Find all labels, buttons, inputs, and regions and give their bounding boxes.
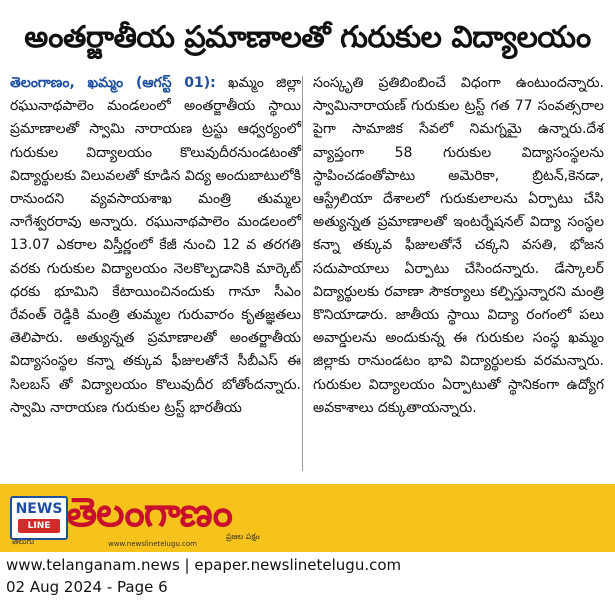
brand-tagline: ప్రజల పక్షం	[226, 532, 260, 541]
source-urls: www.telanganam.news | epaper.newslinetelugu.com	[6, 556, 402, 574]
footer-banner	[0, 484, 615, 609]
logo-news-text: NEWS	[15, 501, 63, 517]
article-column-1	[10, 72, 301, 420]
newsline-logo	[10, 496, 68, 540]
edition-date: 02 Aug 2024 - Page 6	[6, 578, 168, 596]
article-text-col2: సంస్కృతి ప్రతిబింబించే విధంగా ఉంటుందన్నారు. స్వామినారాయణ్ గురుకుల ట్రస్ట్ గత 77 సంవత్సరాల పైగా సామాజిక సేవలో నిమగ్నమై ఉన్నారు.దేశ వ్యాప్తంగా 58 గురుకుల విద్యాసంస్థలను స్థాపించడంతోపాటు అమెరికా, బ్రిటన్,కెనడా, ఆస్ట్రేలియా దేశాలలో గురుకులాలను ఏర్పాటు చేసి అత్యున్నత ప్రమాణాలతో ఇంటర్నేషనల్ విద్యా సంస్థల కన్నా తక్కువ ఫీజులతోనే చక్కని వసతి, భోజన సదుపాయాలు ఏర్పాటు చేసిందన్నారు. డేస్కాలర్ విద్యార్థులకు రవాణా సౌకర్యాలు కల్పిస్తున్నారని మంత్రి కొనియాడారు. జాతీయ స్థాయి విద్యా రంగంలో పలు అవార్డులను అందుకున్న ఈ గురుకుల సంస్థ ఖమ్మం జిల్లాకు రానుండటం భావి విద్యార్థులకు వరమన్నారు. గురుకుల విద్యాలయం ఏర్పాటుతో స్థానికంగా ఉద్యోగ అవకాశాలు దక్కుతాయన్నారు.	[313, 75, 604, 416]
source-strip	[0, 552, 615, 609]
article-column-2	[313, 72, 604, 420]
logo-line-text: LINE	[18, 519, 60, 533]
brand-title: తెలంగాణం	[66, 490, 232, 536]
article-headline: అంతర్జాతీయ ప్రమాణాలతో గురుకుల విద్యాలయం	[24, 20, 591, 55]
brand-url: www.newslinetelugu.com	[108, 540, 197, 548]
article-body	[10, 72, 605, 420]
article-dateline: తెలంగాణం, ఖమ్మం (ఆగస్ట్ 01):	[10, 75, 216, 91]
article-text-col1: ఖమ్మం జిల్లా రఘునాథపాలెం మండలంలో అంతర్జాతీయ స్థాయి ప్రమాణాలతో స్వామి నారాయణ ట్రస్టు ఆధ్వర్యంలో గురుకుల విద్యాలయం కొలువుదీరనుండటంతో విద్యార్థులకు విలువలతో కూడిన విద్య అందుబాటులోకి రానుందని వ్యవసాయశాఖ మంత్రి తుమ్మల నాగేశ్వరరావు అన్నారు. రఘునాథపాలెం మండలంలో 13.07 ఎకరాల విస్తీర్ణంలో కేజీ నుంచి 12 వ తరగతి వరకు గురుకుల విద్యాలయం నెలకొల్పడానికి మార్కెట్ ధరకు భూమిని కేటాయించినందుకు గానూ సీఎం రేవంత్ రెడ్డికి మంత్రి తుమ్మల గురువారం కృతజ్ఞతలు తెలిపారు. అత్యున్నత ప్రమాణాలతో అంతర్జాతీయ విద్యాసంస్థల కన్నా తక్కువ ఫీజులతోనే సీబీఎస్ ఈ సిలబస్ తో విద్యాలయం కొలువుదీర బోతోందన్నారు. స్వామి నారాయణ గురుకుల ట్రస్ట్ భారతీయ	[10, 75, 301, 416]
logo-telugu-text: తెలుగు	[12, 537, 35, 546]
